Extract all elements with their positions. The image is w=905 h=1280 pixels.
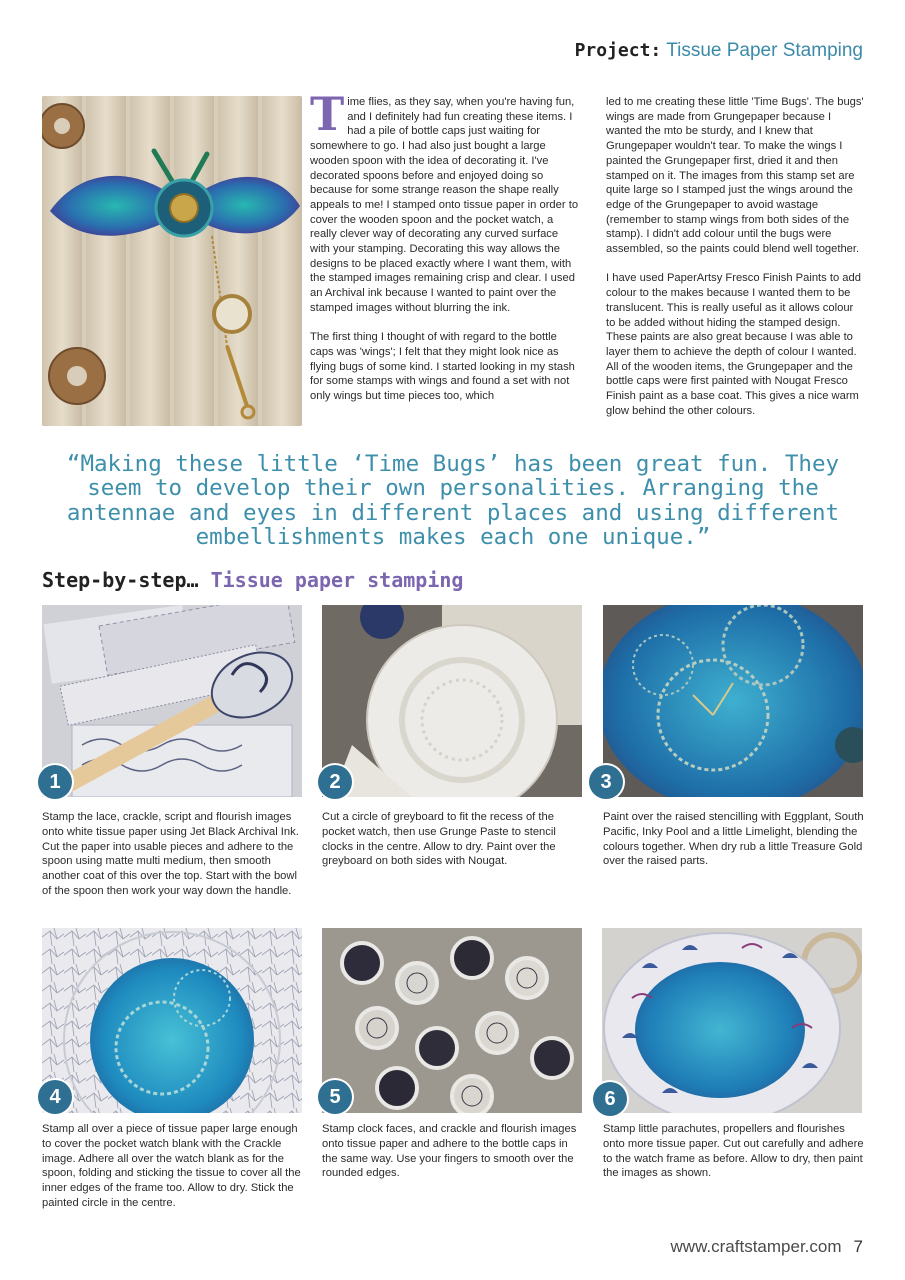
step-5-caption: Stamp clock faces, and crackle and flourish images onto tissue paper and adhere to the bottle caps in the same way. Use your fingers to smooth over the rounded edges. <box>322 1123 577 1180</box>
step-1-caption: Stamp the lace, crackle, script and flourish images onto white tissue paper using Jet Black Archival Ink. Cut the paper into usable pieces and adhere to the spoon using matte multi medium, then smooth another coat of this over the top. Start with the bowl of the spoon then work your way down the handle. <box>42 811 299 897</box>
step-2-badge: 2 <box>318 765 352 799</box>
steps-heading <box>42 568 463 592</box>
step-1-badge: 1 <box>38 765 72 799</box>
step-3-caption: Paint over the raised stencilling with Eggplant, South Pacific, Inky Pool and a little Limelight, blending the colours together. When dry rub a little Treasure Gold over the raised parts. <box>603 811 864 868</box>
intro-paragraph: Time flies, as they say, when you're having fun, and I definitely had fun creating these items. I had a pile of bottle caps just waiting for somewhere to go. I had also just bought a large wooden spoon with the idea of decorating it. I've decorated spoons before and enjoyed doing so because for some strange reason the shape really appeals to me! I stamped onto tissue paper in order to cover the wooden spoon and the pocket watch, a really clever way of decorating any curved surface with your stamping. Decorating this way allows the designs to be placed exactly where I want them, with the stamped images remaining crisp and clear. I used an Archival ink because I wanted to paint over the stamped images without blurring the ink. <box>310 87 579 314</box>
step-5-photo <box>322 928 582 1113</box>
step-6-photo <box>602 928 862 1113</box>
step-4-badge: 4 <box>38 1080 72 1114</box>
step-4-photo <box>42 928 302 1113</box>
intro-paragraph: The first thing I thought of with regard to the bottle caps was 'wings'; I felt that they might look nice as flying bugs of some kind. I started looking in my stash for some stamps with wings and found a set with not only wings but time pieces too, which <box>310 331 575 403</box>
steps-heading-title: Tissue paper stamping <box>210 568 464 592</box>
step-4-caption: Stamp all over a piece of tissue paper large enough to cover the pocket watch blank with the Crackle image. Adhere all over the watch blank as for the spoon, folding and sticking the tissue to cover all the inner edges of the frame too. Allow to dry. Stick the painted circle in the centre. <box>42 1123 301 1209</box>
intro-paragraph: led to me creating these little 'Time Bugs'. The bugs' wings are made from Grungepaper because I wanted the mto be sturdy, and I knew that Grungepaper wouldn't tear. To make the wings I painted the Grungepaper first, dried it and then stamped on it. The images from this stamp set are quite large so I stamped just the wings around the edge of the Grungepaper to avoid wastage (remember to stamp wings from both sides of the stamp). I didn't add colour until the bugs were assembled, so the paints could blend well together. <box>606 96 864 256</box>
page-number: 7 <box>853 1237 863 1256</box>
pull-quote: “Making these little ‘Time Bugs’ has been great fun. They seem to develop their own personalities. Arranging the antennae and eyes in different places and using different embellishments makes each one unique.” <box>66 451 840 551</box>
steps-heading-lead: Step-by-step… <box>42 568 199 592</box>
step-3-badge: 3 <box>589 765 623 799</box>
hero-photo <box>42 96 302 426</box>
page-footer <box>671 1237 863 1257</box>
project-title: Tissue Paper Stamping <box>666 40 863 61</box>
intro-paragraph: I have used PaperArtsy Fresco Finish Paints to add colour to the makes because I wanted them to be translucent. This is really useful as it allows colour to be added without hiding the stamped design. These paints are also great because I was able to layer them to achieve the depth of colour I wanted. All of the wooden items, the Grungepaper and the bottle caps were first painted with Nougat Fresco Finish paint as a base coat. This gives a nice warm glow behind the other colours. <box>606 272 861 417</box>
step-2-photo <box>322 605 582 797</box>
step-3-photo <box>603 605 863 797</box>
drop-cap: T <box>310 87 345 141</box>
step-2-caption: Cut a circle of greyboard to fit the recess of the pocket watch, then use Grunge Paste to stencil clocks in the centre. Allow to dry. Paint over the greyboard on both sides with Nougat. <box>322 811 556 868</box>
step-5-badge: 5 <box>318 1080 352 1114</box>
intro-column-2 <box>606 95 864 433</box>
step-6-badge: 6 <box>593 1082 627 1116</box>
project-label: Project: <box>574 40 662 61</box>
intro-column-1 <box>310 87 580 418</box>
website-url: www.craftstamper.com <box>670 1237 842 1256</box>
step-1-photo <box>42 605 302 797</box>
step-6-caption: Stamp little parachutes, propellers and flourishes onto more tissue paper. Cut out carefully and adhere to the watch frame as before. Allow to dry, then paint the images as shown. <box>603 1123 864 1180</box>
page-header <box>575 40 863 62</box>
